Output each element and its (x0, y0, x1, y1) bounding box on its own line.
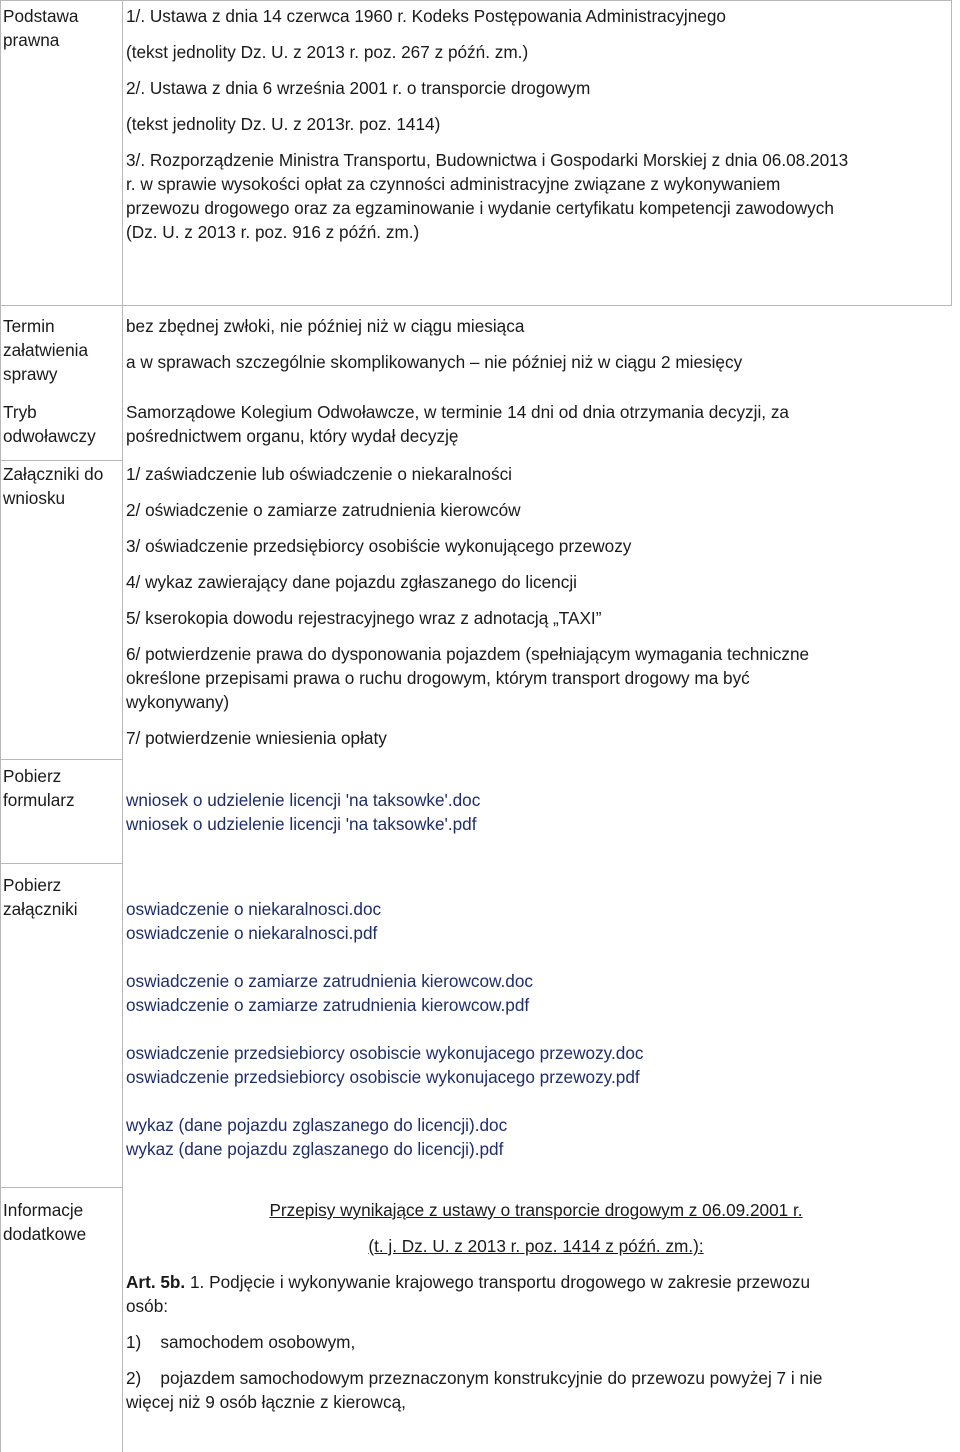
row-divider (0, 460, 122, 461)
appeal-label: Tryb odwoławczy (3, 402, 96, 446)
table-column-divider (122, 0, 123, 1452)
attachment-item: wykonywany) (126, 692, 230, 712)
row-divider (0, 1187, 122, 1188)
table-border-right (951, 0, 952, 305)
legal-basis-item: (tekst jednolity Dz. U. z 2013 r. poz. 267 z późń. zm.) (126, 42, 529, 62)
article-point: 1) samochodem osobowym, (126, 1332, 356, 1352)
article-point: 2) pojazdem samochodowym przeznaczonym konstrukcyjnie do przewozu powyżej 7 i nie (126, 1368, 823, 1388)
table-border-top (0, 0, 952, 1)
attachment-download-link[interactable]: oswiadczenie o zamiarze zatrudnienia kierowcow.doc (126, 971, 533, 991)
legal-basis-item: (tekst jednolity Dz. U. z 2013r. poz. 1414) (126, 114, 441, 134)
download-form-label: Pobierz formularz (3, 766, 75, 810)
article-number: Art. 5b. (126, 1272, 186, 1292)
legal-basis-item: 1/. Ustawa z dnia 14 czerwca 1960 r. Kodeks Postępowania Administracyjnego (126, 6, 726, 26)
additional-info-label: Informacje dodatkowe (3, 1200, 87, 1244)
legal-basis-label: Podstawa prawna (3, 6, 79, 50)
legal-basis-item: (Dz. U. z 2013 r. poz. 916 z późń. zm.) (126, 222, 420, 242)
legal-basis-item: 2/. Ustawa z dnia 6 września 2001 r. o transporcie drogowym (126, 78, 591, 98)
attachment-item: 7/ potwierdzenie wniesienia opłaty (126, 728, 387, 748)
deadline-label: Termin załatwienia sprawy (3, 316, 89, 384)
attachment-item: 1/ zaświadczenie lub oświadczenie o niekaralności (126, 464, 512, 484)
row-divider (0, 863, 122, 864)
attachment-download-link[interactable]: oswiadczenie o zamiarze zatrudnienia kierowcow.pdf (126, 995, 530, 1015)
table-border-left (0, 0, 1, 1452)
legal-basis-item: przewozu drogowego oraz za egzaminowanie i wydanie certyfikatu kompetencji zawodowych (126, 198, 834, 218)
appeal-value: Samorządowe Kolegium Odwoławcze, w terminie 14 dni od dnia otrzymania decyzji, za pośrednictwem organu, który wydał decyzję (126, 402, 789, 446)
attachment-download-link[interactable]: wykaz (dane pojazdu zglaszanego do licencji).pdf (126, 1139, 504, 1159)
download-form-links (126, 788, 946, 836)
attachment-item: 5/ kserokopia dowodu rejestracyjnego wraz z adnotacją „TAXI” (126, 608, 602, 628)
legal-basis-item: r. w sprawie wysokości opłat za czynności administracyjne związane z wykonywaniem (126, 174, 781, 194)
regulation-heading: (t. j. Dz. U. z 2013 r. poz. 1414 z późń. zm.): (368, 1236, 704, 1256)
attachments-label: Załączniki do wniosku (3, 464, 104, 508)
article-point: więcej niż 9 osób łącznie z kierowcą, (126, 1392, 406, 1412)
download-attachments-label: Pobierz załączniki (3, 875, 78, 919)
attachment-item: określone przepisami prawa o ruchu drogowym, którym transport drogowy ma być (126, 668, 750, 688)
attachment-download-link[interactable]: oswiadczenie przedsiebiorcy osobiscie wykonujacego przewozy.pdf (126, 1067, 640, 1087)
attachment-download-link[interactable]: wykaz (dane pojazdu zglaszanego do licencji).doc (126, 1115, 508, 1135)
legal-basis-item: 3/. Rozporządzenie Ministra Transportu, Budownictwa i Gospodarki Morskiej z dnia 06.08.2013 (126, 150, 849, 170)
attachment-item: 4/ wykaz zawierający dane pojazdu zgłaszanego do licencji (126, 572, 577, 592)
attachment-item: 6/ potwierdzenie prawa do dysponowania pojazdem (spełniającym wymagania techniczne (126, 644, 810, 664)
attachment-download-link[interactable]: oswiadczenie o niekaralnosci.doc (126, 899, 382, 919)
article-paragraph: Art. 5b. 1. Podjęcie i wykonywanie krajowego transportu drogowego w zakresie przewozu (126, 1272, 811, 1292)
form-download-link-pdf[interactable]: wniosek o udzielenie licencji 'na taksowke'.pdf (126, 814, 477, 834)
row-divider (0, 305, 952, 306)
attachment-item: 2/ oświadczenie o zamiarze zatrudnienia kierowców (126, 500, 521, 520)
form-download-link-doc[interactable]: wniosek o udzielenie licencji 'na taksowke'.doc (126, 790, 481, 810)
attachment-download-link[interactable]: oswiadczenie przedsiebiorcy osobiscie wykonujacego przewozy.doc (126, 1043, 644, 1063)
attachment-item: 3/ oświadczenie przedsiębiorcy osobiście wykonującego przewozy (126, 536, 632, 556)
attachment-download-link[interactable]: oswiadczenie o niekaralnosci.pdf (126, 923, 378, 943)
regulation-heading: Przepisy wynikające z ustawy o transporcie drogowym z 06.09.2001 r. (269, 1200, 803, 1220)
row-divider (0, 759, 122, 760)
